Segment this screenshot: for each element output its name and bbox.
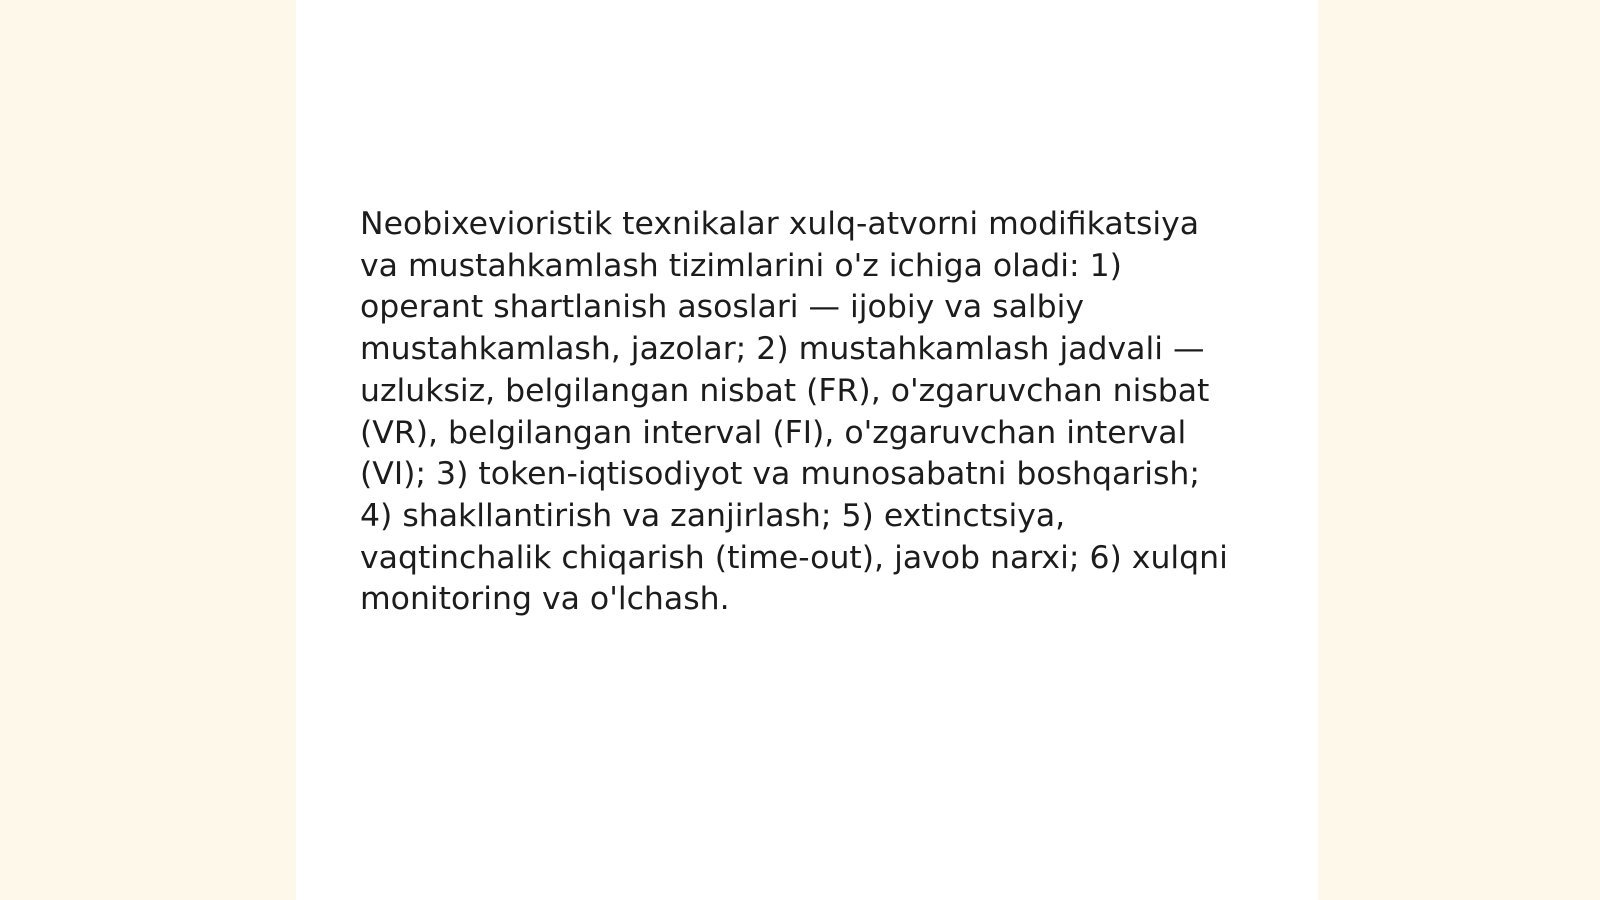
text-line: operant shartlanish asoslari — ijobiy va salbiy: [360, 289, 1085, 326]
text-line: mustahkamlash, jazolar; 2) mustahkamlash jadvali —: [360, 331, 1205, 368]
text-line: uzluksiz, belgilangan nisbat (FR), o'zgaruvchan nisbat: [360, 372, 1210, 409]
body-paragraph: [360, 204, 1260, 621]
text-line: Neobixevioristik texnikalar xulq-atvorni modifikatsiya: [360, 206, 1200, 242]
text-line: vaqtinchalik chiqarish (time-out), javob narxi; 6) xulqni: [360, 539, 1228, 576]
text-line: monitoring va o'lchash.: [360, 581, 730, 618]
document-page: [296, 0, 1318, 900]
text-line: va mustahkamlash tizimlarini o'z ichiga oladi: 1): [360, 247, 1122, 284]
text-line: 4) shakllantirish va zanjirlash; 5) extinctsiya,: [360, 497, 1066, 534]
text-line: (VR), belgilangan interval (FI), o'zgaruvchan interval: [360, 414, 1187, 451]
text-line: (VI); 3) token-iqtisodiyot va munosabatni boshqarish;: [360, 456, 1200, 493]
